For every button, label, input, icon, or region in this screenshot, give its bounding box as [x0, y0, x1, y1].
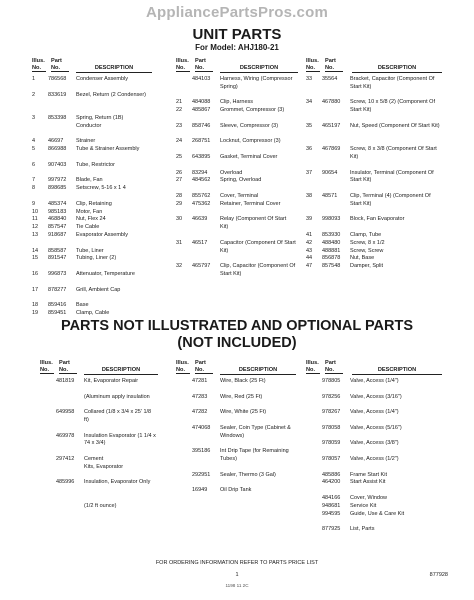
header-part: Part No.: [195, 360, 213, 374]
part-number: 948681: [322, 502, 341, 509]
parts-row: [306, 394, 442, 410]
illus-number: 16: [32, 271, 39, 277]
parts-row: [32, 201, 152, 209]
part-description: Wire, Red (25 Ft): [220, 393, 263, 400]
parts-row: [306, 248, 442, 256]
part-description: Frame Start Kit: [350, 471, 387, 478]
parts-row: [32, 92, 152, 115]
illus-number: 27: [176, 177, 183, 184]
optional-parts-column-2: [176, 378, 296, 558]
part-description: Sleeve, Compressor (3): [220, 122, 279, 129]
part-description: Spring, Return (1B) Conductor: [76, 115, 124, 129]
part-number: 866988: [48, 146, 67, 153]
part-number: 484562: [192, 177, 211, 184]
part-number: 918687: [48, 232, 67, 238]
part-number: 857548: [322, 263, 341, 270]
part-description: Locknut, Compressor (3): [220, 138, 281, 145]
part-number: 475362: [192, 200, 211, 207]
part-number: 856878: [322, 255, 341, 262]
part-description: Blade, Fan: [76, 177, 103, 184]
illus-number: 18: [32, 302, 39, 309]
parts-row: [306, 479, 442, 495]
part-description: Relay (Component Of Start Kit): [220, 216, 287, 231]
illus-number: 13: [32, 232, 39, 238]
part-number: 997972: [48, 177, 67, 184]
parts-row: [176, 76, 298, 99]
illus-number: 8: [32, 185, 36, 192]
illus-number: 23: [176, 122, 183, 129]
parts-row: [32, 271, 152, 287]
part-description: Clamp, Tube: [350, 232, 382, 238]
part-description: Collared (1/8 x 3/4 x 25' 1/8 ft): [84, 409, 152, 423]
part-description: Block, Fan Evaporator: [350, 216, 405, 223]
part-number: 474068: [192, 424, 211, 431]
optional-header-col3: [306, 360, 442, 374]
part-number: 978058: [322, 424, 341, 431]
model-line: For Model: AHJ180-21: [195, 43, 279, 52]
part-description: Sealer, Thermo (3 Gal): [220, 471, 276, 478]
part-number: 47281: [192, 378, 208, 384]
unit-parts-column-3: [306, 76, 442, 308]
part-number: 47282: [192, 409, 208, 416]
part-description: Valve, Access (5/16"): [350, 424, 402, 431]
part-description: Clip, Harness: [220, 99, 254, 106]
parts-row: [176, 487, 296, 495]
illus-number: 47: [306, 263, 313, 270]
part-number: 46517: [192, 239, 208, 246]
parts-row: [32, 248, 152, 256]
part-number: 465797: [192, 263, 211, 270]
parts-row: [32, 177, 152, 185]
parts-row: [32, 146, 152, 162]
part-description: Harness, Wiring (Compressor Spring): [220, 76, 293, 90]
part-description: Tube, Liner: [76, 247, 104, 254]
part-number: 484088: [192, 99, 211, 106]
illus-number: 25: [176, 154, 183, 160]
part-number: 46697: [48, 138, 64, 145]
parts-row: [40, 394, 158, 410]
parts-row: [176, 170, 298, 178]
part-description: Attenuator, Temperature: [76, 271, 135, 277]
part-number: 898685: [48, 185, 67, 192]
part-description: Nut, Speed (Component Of Start Kit): [350, 122, 440, 129]
illus-number: 10: [32, 208, 39, 215]
parts-row: [306, 511, 442, 527]
parts-row: [32, 255, 152, 271]
parts-row: [32, 162, 152, 178]
part-number: 978059: [322, 440, 341, 447]
parts-row: [40, 503, 158, 511]
page-number: 1: [235, 572, 239, 578]
part-number: 292951: [192, 471, 211, 478]
parts-row: [40, 409, 158, 432]
part-description: Cement: [84, 456, 104, 462]
part-number: 978805: [322, 378, 341, 384]
part-description: (1/2 ft ounce): [84, 502, 117, 509]
part-number: 488881: [322, 247, 341, 254]
parts-row: [40, 456, 158, 464]
part-description: Valve, Access (3/16"): [350, 393, 402, 400]
header-description: DESCRIPTION: [352, 367, 442, 375]
unit-header-col1: [32, 58, 152, 72]
part-number: 853930: [322, 232, 341, 238]
part-description: Screw, 8 x 1/2: [350, 239, 385, 246]
part-description: Condenser Assembly: [76, 76, 128, 82]
illus-number: 26: [176, 169, 183, 176]
part-description: Nut, Flex 24: [76, 216, 106, 223]
parts-row: [306, 76, 442, 99]
illus-number: 5: [32, 146, 36, 153]
parts-row: [32, 76, 152, 92]
parts-row: [306, 170, 442, 193]
part-number: 859416: [48, 302, 67, 309]
illus-number: 37: [306, 169, 313, 176]
part-number: 649958: [56, 409, 75, 416]
part-number: 468840: [48, 216, 67, 223]
part-description: Valve, Access (3/8"): [350, 440, 399, 447]
illus-number: 30: [176, 216, 183, 223]
doc-number: 877928: [429, 572, 448, 578]
illus-number: 38: [306, 193, 313, 199]
parts-row: [306, 526, 442, 534]
part-description: Motor, Fan: [76, 208, 103, 215]
parts-row: [306, 99, 442, 122]
part-description: Base: [76, 302, 89, 309]
part-description: Tube, Restrictor: [76, 161, 115, 168]
parts-row: [306, 472, 442, 480]
illus-number: 3: [32, 115, 36, 121]
parts-row: [306, 240, 442, 248]
part-number: 485374: [48, 200, 67, 207]
header-part: Part No.: [325, 360, 343, 374]
parts-row: [32, 224, 152, 232]
part-number: 395186: [192, 448, 211, 455]
part-description: Sealer, Coin Type (Cabinet & Windows): [220, 424, 291, 439]
parts-row: [306, 495, 442, 503]
part-description: Insulation, Evaporator Only: [84, 479, 151, 486]
parts-row: [40, 464, 158, 480]
header-description: DESCRIPTION: [84, 367, 158, 375]
parts-row: [176, 99, 298, 107]
parts-row: [176, 123, 298, 139]
header-description: DESCRIPTION: [220, 65, 298, 73]
parts-row: [306, 440, 442, 456]
part-number: 878277: [48, 286, 67, 293]
unit-parts-column-2: [176, 76, 298, 308]
unit-parts-title: UNIT PARTS: [192, 26, 282, 43]
illus-number: 12: [32, 224, 39, 231]
parts-row: [306, 123, 442, 146]
part-number: 90654: [322, 169, 338, 176]
part-number: 855762: [192, 193, 211, 199]
illus-number: 24: [176, 138, 183, 145]
part-number: 994595: [322, 510, 341, 517]
parts-row: [32, 115, 152, 138]
illus-number: 42: [306, 239, 313, 246]
optional-header-col1: [40, 360, 158, 374]
parts-row: [306, 456, 442, 472]
part-description: Setscrew, 5-16 x 1 4: [76, 185, 126, 192]
parts-row: [176, 193, 298, 201]
parts-row: [32, 287, 152, 303]
part-number: 833619: [48, 91, 67, 98]
ordering-note: FOR ORDERING INFORMATION REFER TO PARTS PRICE LIST: [155, 560, 319, 566]
part-number: 978057: [322, 456, 341, 462]
part-number: 484103: [192, 76, 211, 82]
parts-row: [32, 138, 152, 146]
illus-number: 35: [306, 122, 313, 129]
part-description: Valve, Access (1/4"): [350, 378, 399, 384]
parts-row: [306, 378, 442, 394]
part-number: 47283: [192, 393, 208, 400]
part-number: 481819: [56, 378, 75, 384]
illus-number: 9: [32, 200, 36, 207]
part-number: 469978: [56, 432, 75, 439]
part-description: Gasket, Terminal Cover: [220, 154, 278, 160]
part-description: Valve, Access (1/4"): [350, 409, 399, 416]
header-illus: Illus. No.: [306, 360, 319, 373]
part-number: 484166: [322, 495, 341, 501]
header-description: DESCRIPTION: [352, 65, 442, 73]
header-illus: Illus. No.: [306, 58, 319, 71]
part-description: Clip, Terminal (4) (Component Of Start Kit): [350, 193, 431, 207]
part-number: 643895: [192, 154, 211, 160]
parts-row: [40, 433, 158, 456]
parts-row: [306, 255, 442, 263]
part-description: Screw, Screw: [350, 247, 384, 254]
header-description: DESCRIPTION: [76, 65, 152, 73]
part-description: Strainer: [76, 138, 96, 145]
parts-row: [306, 409, 442, 425]
part-description: Insulation Evaporator (1 1/4 x 74 x 3/4): [84, 432, 156, 447]
optional-header-col2: [176, 360, 296, 374]
part-number: 16949: [192, 487, 208, 494]
part-description: Insulator, Terminal (Component Of Start Kit): [350, 169, 434, 184]
part-description: Grill, Ambient Cap: [76, 286, 121, 293]
parts-row: [176, 216, 298, 239]
part-description: Nut, Base: [350, 255, 375, 262]
parts-row: [306, 216, 442, 232]
illus-number: 14: [32, 247, 39, 254]
part-number: 877925: [322, 526, 341, 533]
part-number: 786568: [48, 76, 67, 82]
header-illus: Illus. No.: [176, 360, 189, 373]
parts-row: [32, 302, 152, 310]
part-description: Screw, 8 x 3/8 (Component Of Start Kit): [350, 146, 437, 160]
part-number: 857547: [48, 224, 67, 231]
part-number: 858587: [48, 247, 67, 254]
part-number: 996873: [48, 271, 67, 277]
part-description: Clip, Retaining: [76, 200, 112, 207]
illus-number: 4: [32, 138, 36, 145]
illus-number: 19: [32, 310, 39, 316]
optional-parts-subtitle: (NOT INCLUDED): [177, 335, 297, 351]
illus-number: 31: [176, 239, 183, 246]
illus-number: 15: [32, 255, 39, 262]
header-description: DESCRIPTION: [220, 367, 296, 375]
parts-row: [176, 107, 298, 123]
unit-header-col3: [306, 58, 442, 72]
parts-row: [306, 425, 442, 441]
part-description: Evaporator Assembly: [76, 232, 128, 238]
parts-row: [306, 146, 442, 169]
header-part: Part No.: [51, 58, 69, 72]
part-number: 464200: [322, 479, 341, 486]
part-number: 268751: [192, 138, 211, 145]
part-description: Retainer, Terminal Cover: [220, 200, 281, 207]
illus-number: 32: [176, 263, 183, 270]
part-number: 859451: [48, 310, 67, 316]
parts-row: [176, 448, 296, 471]
header-part: Part No.: [195, 58, 213, 72]
part-description: Clamp, Cable: [76, 310, 110, 316]
illus-number: 1: [32, 76, 36, 82]
optional-parts-column-3: [306, 378, 442, 558]
illus-number: 7: [32, 177, 36, 184]
part-number: 978267: [322, 409, 341, 416]
part-number: 978256: [322, 393, 341, 400]
part-number: 485886: [322, 471, 341, 478]
part-number: 853398: [48, 115, 67, 121]
part-description: Wire, White (25 Ft): [220, 409, 267, 416]
header-part: Part No.: [59, 360, 77, 374]
parts-row: [176, 240, 298, 263]
parts-row: [176, 154, 298, 170]
parts-row: [176, 177, 298, 193]
illus-number: 17: [32, 286, 39, 293]
part-description: Guide, Use & Care Kit: [350, 510, 405, 517]
header-illus: Illus. No.: [32, 58, 45, 71]
part-number: 46639: [192, 216, 208, 223]
part-number: 467880: [322, 99, 341, 106]
parts-row: [176, 425, 296, 448]
illus-number: 36: [306, 146, 313, 153]
watermark: AppliancePartsPros.com: [146, 4, 328, 21]
parts-row: [176, 409, 296, 425]
illus-number: 41: [306, 232, 313, 238]
part-number: 485867: [192, 107, 211, 114]
part-description: List, Parts: [350, 526, 375, 533]
illus-number: 33: [306, 76, 313, 82]
part-description: Clip, Capacitor (Component Of Start Kit): [220, 263, 296, 277]
part-description: Service Kit: [350, 502, 377, 509]
parts-row: [40, 479, 158, 502]
header-part: Part No.: [325, 58, 343, 72]
parts-row: [32, 209, 152, 217]
illus-number: 6: [32, 161, 36, 168]
parts-row: [306, 193, 442, 216]
parts-row: [176, 201, 298, 217]
illus-number: 39: [306, 216, 313, 223]
illus-number: 11: [32, 216, 38, 223]
illus-number: 44: [306, 255, 313, 262]
part-description: Tubing, Liner (2): [76, 255, 117, 262]
parts-row: [306, 232, 442, 240]
part-description: Bezel, Return (2 Condenser): [76, 91, 147, 98]
illus-number: 34: [306, 99, 313, 106]
part-description: Screw, 10 x 5/8 (2) (Component Of Start Kit): [350, 99, 435, 114]
parts-row: [32, 232, 152, 248]
part-number: 35564: [322, 76, 338, 82]
part-description: Int Drip Tape (for Remaining Tubes): [220, 448, 289, 462]
parts-row: [306, 263, 442, 271]
header-illus: Illus. No.: [176, 58, 189, 71]
unit-header-col2: [176, 58, 298, 72]
part-number: 907403: [48, 161, 67, 168]
part-description: Tie Cable: [76, 224, 100, 231]
parts-row: [40, 378, 158, 394]
part-description: Oil Drip Tank: [220, 487, 252, 494]
part-number: 858746: [192, 122, 211, 129]
parts-row: [176, 378, 296, 394]
part-number: 48571: [322, 193, 338, 199]
part-number: 488480: [322, 239, 341, 246]
illus-number: 2: [32, 91, 36, 98]
part-number: 485996: [56, 479, 75, 486]
parts-row: [176, 394, 296, 410]
parts-row: [176, 263, 298, 286]
part-description: Valve, Access (1/2"): [350, 456, 399, 462]
part-description: Kit, Evaporator Repair: [84, 378, 139, 384]
illus-number: 28: [176, 193, 183, 199]
part-description: Cover, Window: [350, 495, 387, 501]
unit-parts-column-1: [32, 76, 152, 316]
part-description: Grommet, Compressor (3): [220, 107, 285, 114]
part-description: (Aluminum apply insulation: [84, 393, 150, 400]
illus-number: 22: [176, 107, 183, 114]
print-code: 1198 11 2C: [225, 583, 249, 588]
part-description: Capacitor (Component Of Start Kit): [220, 239, 296, 254]
header-illus: Illus. No.: [40, 360, 53, 373]
optional-parts-column-1: [40, 378, 158, 558]
part-description: Wire, Black (25 Ft): [220, 378, 266, 384]
part-number: 467869: [322, 146, 341, 153]
parts-row: [306, 503, 442, 511]
parts-row: [32, 216, 152, 224]
part-description: Spring, Overload: [220, 177, 262, 184]
illus-number: 29: [176, 200, 183, 207]
part-description: Tube & Strainer Assembly: [76, 146, 140, 153]
parts-row: [176, 138, 298, 154]
part-number: 891547: [48, 255, 67, 262]
part-description: Overload: [220, 169, 243, 176]
part-number: 297412: [56, 456, 75, 462]
part-description: Damper, Split: [350, 263, 384, 270]
illus-number: 21: [176, 99, 183, 106]
part-description: Cover, Terminal: [220, 193, 259, 199]
part-number: 985183: [48, 208, 67, 215]
parts-row: [32, 185, 152, 201]
illus-number: 43: [306, 247, 313, 254]
part-description: Start Assist Kit: [350, 479, 386, 486]
part-description: Bracket, Capacitor (Component Of Start Kit): [350, 76, 435, 90]
part-number: 465197: [322, 122, 341, 129]
part-description: Kits, Evaporator: [84, 463, 124, 470]
parts-row: [32, 310, 152, 318]
part-number: 83294: [192, 169, 208, 176]
part-number: 998093: [322, 216, 341, 223]
optional-parts-title: PARTS NOT ILLUSTRATED AND OPTIONAL PARTS: [60, 318, 414, 334]
parts-row: [176, 472, 296, 488]
